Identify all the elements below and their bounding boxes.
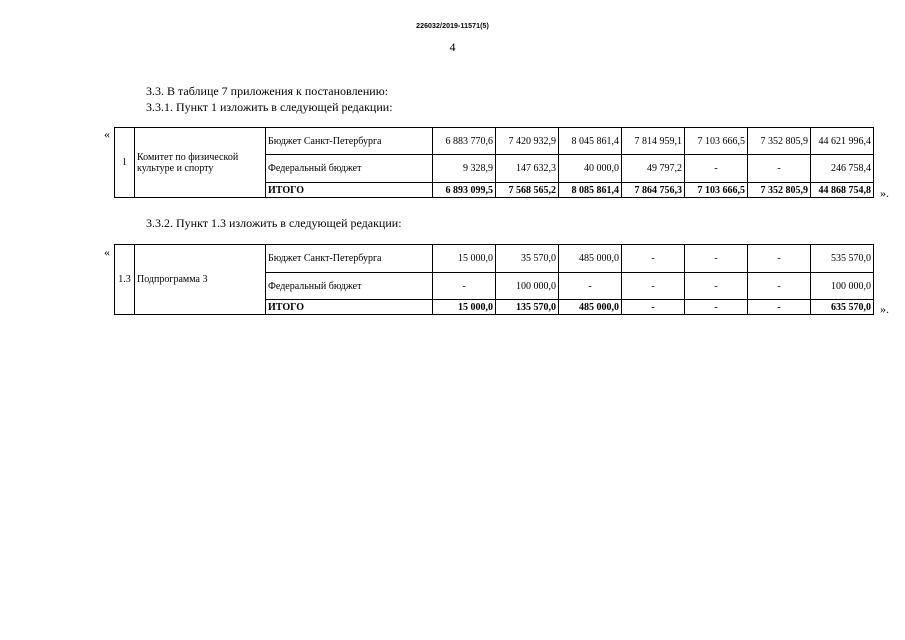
item-number: 1 [115, 128, 135, 198]
table-cell: - [685, 245, 748, 273]
table-cell: 9 328,9 [433, 155, 496, 183]
table-row [115, 128, 874, 155]
table-cell: - [685, 300, 748, 315]
table-cell: 485 000,0 [559, 300, 622, 315]
table-row [115, 245, 874, 273]
item-name: Комитет по физической культуре и спорту [135, 128, 266, 198]
table-cell: 8 045 861,4 [559, 128, 622, 155]
open-quote: « [104, 245, 110, 259]
table-cell: 135 570,0 [496, 300, 559, 315]
table-cell: 15 000,0 [433, 300, 496, 315]
table-cell: 40 000,0 [559, 155, 622, 183]
table-cell: 7 814 959,1 [622, 128, 685, 155]
table-cell: 7 864 756,3 [622, 183, 685, 198]
funding-source: Бюджет Санкт-Петербурга [266, 128, 433, 155]
table-cell: 7 352 805,9 [748, 183, 811, 198]
table-cell: - [685, 273, 748, 300]
table-cell: - [622, 245, 685, 273]
table-cell: - [748, 245, 811, 273]
total-label: ИТОГО [266, 300, 433, 315]
table-cell: 7 103 666,5 [685, 128, 748, 155]
table-cell: - [559, 273, 622, 300]
close-quote: ». [880, 186, 889, 200]
table-cell: 7 352 805,9 [748, 128, 811, 155]
total-label: ИТОГО [266, 183, 433, 198]
table-cell: - [748, 300, 811, 315]
table-cell: - [622, 273, 685, 300]
table-cell: 44 868 754,8 [811, 183, 874, 198]
table-cell: 147 632,3 [496, 155, 559, 183]
table-cell: 6 893 099,5 [433, 183, 496, 198]
paragraph-3-3: 3.3. В таблице 7 приложения к постановлению: [146, 84, 389, 98]
table-cell: 246 758,4 [811, 155, 874, 183]
close-quote: ». [880, 302, 889, 316]
table-cell: 7 568 565,2 [496, 183, 559, 198]
funding-source: Бюджет Санкт-Петербурга [266, 245, 433, 273]
table-cell: 35 570,0 [496, 245, 559, 273]
table-item-1-3 [114, 244, 874, 315]
paragraph-3-3-2: 3.3.2. Пункт 1.3 изложить в следующей редакции: [146, 216, 402, 230]
table-cell: 6 883 770,6 [433, 128, 496, 155]
table-cell: 7 103 666,5 [685, 183, 748, 198]
table-cell: - [433, 273, 496, 300]
table-cell: 44 621 996,4 [811, 128, 874, 155]
funding-source: Федеральный бюджет [266, 273, 433, 300]
table-cell: 485 000,0 [559, 245, 622, 273]
item-number: 1.3 [115, 245, 135, 315]
table-cell: 8 085 861,4 [559, 183, 622, 198]
table-cell: 15 000,0 [433, 245, 496, 273]
page-number: 4 [449, 40, 456, 54]
table-cell: 635 570,0 [811, 300, 874, 315]
paragraph-3-3-1: 3.3.1. Пункт 1 изложить в следующей редакции: [146, 100, 393, 114]
open-quote: « [104, 127, 110, 141]
funding-source: Федеральный бюджет [266, 155, 433, 183]
item-name: Подпрограмма 3 [135, 245, 266, 315]
table-cell: - [622, 300, 685, 315]
table-item-1 [114, 127, 874, 198]
table-cell: - [685, 155, 748, 183]
table-cell: - [748, 273, 811, 300]
table-cell: - [748, 155, 811, 183]
table-cell: 49 797,2 [622, 155, 685, 183]
table-cell: 100 000,0 [811, 273, 874, 300]
document-id: 226032/2019-11571(5) [416, 23, 489, 30]
table-cell: 535 570,0 [811, 245, 874, 273]
table-cell: 100 000,0 [496, 273, 559, 300]
table-cell: 7 420 932,9 [496, 128, 559, 155]
